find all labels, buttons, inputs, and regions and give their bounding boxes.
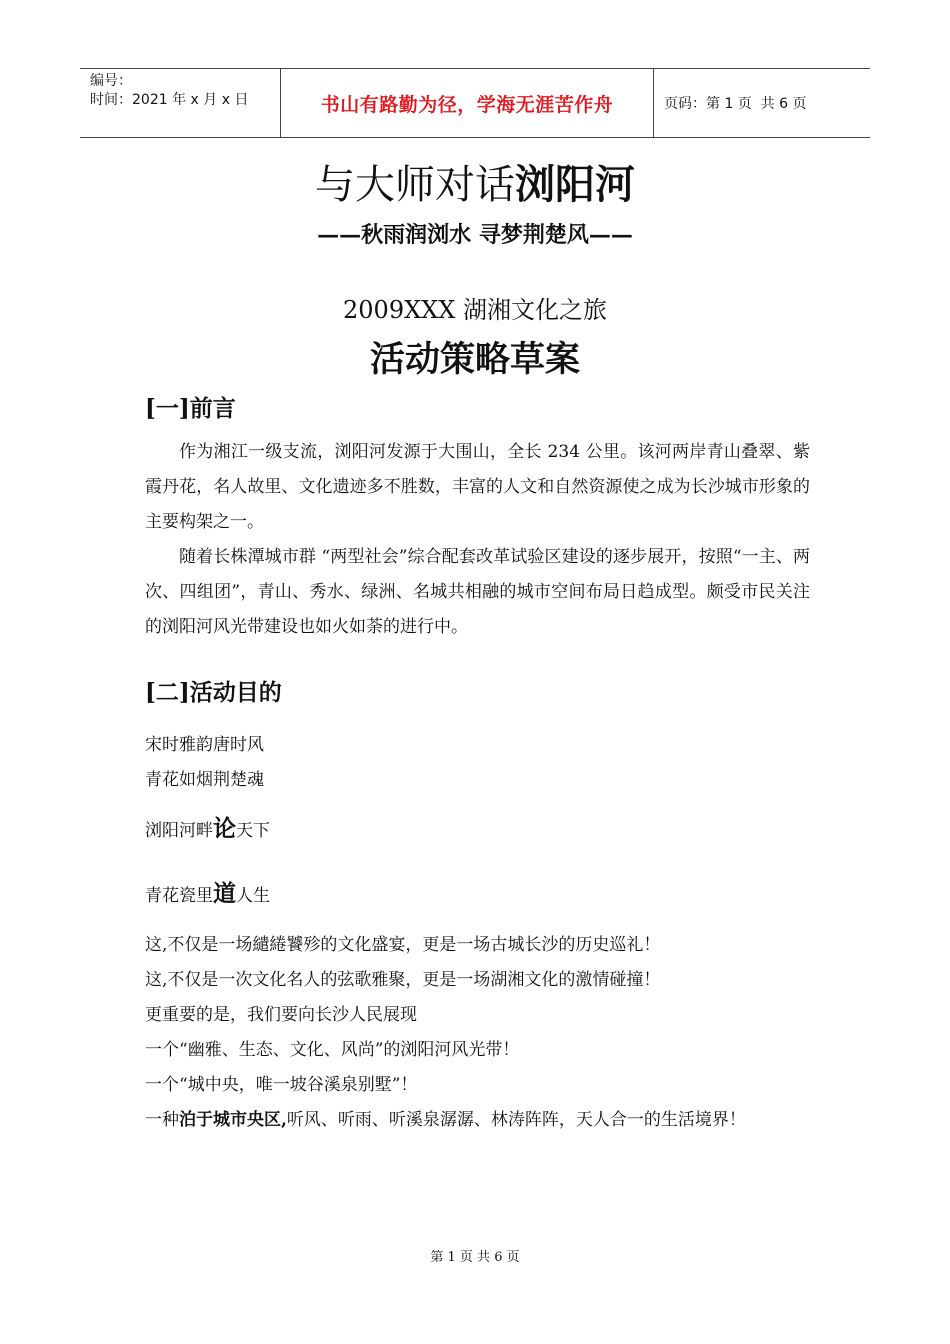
purpose-line-4-emphasis: 道 bbox=[213, 880, 236, 907]
document-number-label: 编号： bbox=[90, 73, 132, 89]
purpose-line-3-emphasis: 论 bbox=[213, 815, 236, 842]
purpose-line-3-post: 天下 bbox=[236, 821, 270, 841]
title-plain: 与大师对话 bbox=[315, 162, 515, 208]
purpose-line-7: 更重要的是，我们要向长沙人民展现 bbox=[145, 1005, 417, 1025]
header-meta-cell bbox=[80, 69, 281, 137]
preface-paragraph-2: 随着长株潭城市群 “两型社会”综合配套改革试验区建设的逐步展开，按照“一主、两次、四组团”，青山、秀水、绿洲、名城共相融的城市空间布局日趋成型。颇受市民关注的浏阳河风光带建设也如火如荼的进行中。 bbox=[145, 547, 810, 637]
purpose-lines bbox=[145, 728, 810, 798]
purpose-line-10-bold: 泊于城市央区, bbox=[179, 1110, 287, 1130]
document-header bbox=[80, 68, 870, 138]
purpose-line-6: 这,不仅是一次文化名人的弦歌雅聚，更是一场湖湘文化的激情碰撞！ bbox=[145, 970, 661, 990]
purpose-line-8: 一个“幽雅、生态、文化、风尚”的浏阳河风光带！ bbox=[145, 1040, 520, 1060]
document-time-label: 时间：2021 年 x 月 x 日 bbox=[90, 92, 249, 108]
purpose-line-10-post: 听风、听雨、听溪泉潺潺、林涛阵阵，天人合一的生活境界！ bbox=[286, 1110, 746, 1130]
preface-paragraph-1: 作为湘江一级支流，浏阳河发源于大围山，全长 234 公里。该河两岸青山叠翠、紫霞丹花，名人故里、文化遗迹多不胜数，丰富的人文和自然资源使之成为长沙城市形象的主要构架之一。 bbox=[145, 442, 810, 532]
purpose-line-4-pre: 青花瓷里 bbox=[145, 886, 213, 906]
header-motto: 书山有路勤为径，学海无涯苦作舟 bbox=[281, 69, 654, 137]
purpose-line-10 bbox=[145, 1103, 810, 1138]
purpose-line-4 bbox=[145, 876, 810, 914]
purpose-line-9: 一个“城中央，唯一坡谷溪泉别墅”！ bbox=[145, 1075, 418, 1095]
purpose-line-3-pre: 浏阳河畔 bbox=[145, 821, 213, 841]
event-title: 2009XXX 湖湘文化之旅 bbox=[343, 296, 607, 324]
header-page-info: 页码：第 1 页 共 6 页 bbox=[664, 96, 807, 112]
section-heading-preface: [一]前言 bbox=[145, 395, 236, 422]
plan-title: 活动策略草案 bbox=[369, 339, 580, 380]
header-page-info-cell bbox=[654, 69, 870, 137]
purpose-line-3 bbox=[145, 811, 810, 849]
title-bold: 浏阳河 bbox=[515, 161, 635, 208]
purpose-line-5: 这,不仅是一场繾綣饕殄的文化盛宴，更是一场古城长沙的历史巡礼！ bbox=[145, 935, 661, 955]
page-subtitle: ——秋雨润浏水 寻梦荆楚风—— bbox=[317, 222, 633, 248]
page-title bbox=[0, 158, 950, 212]
purpose-line-2: 青花如烟荆楚魂 bbox=[145, 770, 264, 790]
section-preface bbox=[145, 392, 810, 645]
purpose-statements bbox=[145, 928, 810, 1138]
purpose-line-1: 宋时雅韵唐时风 bbox=[145, 735, 264, 755]
section-heading-purpose: [二]活动目的 bbox=[145, 679, 282, 706]
purpose-line-4-post: 人生 bbox=[236, 886, 270, 906]
page-footer: 第 1 页 共 6 页 bbox=[430, 1250, 520, 1265]
section-purpose bbox=[145, 676, 810, 710]
purpose-line-10-pre: 一种 bbox=[145, 1110, 179, 1130]
